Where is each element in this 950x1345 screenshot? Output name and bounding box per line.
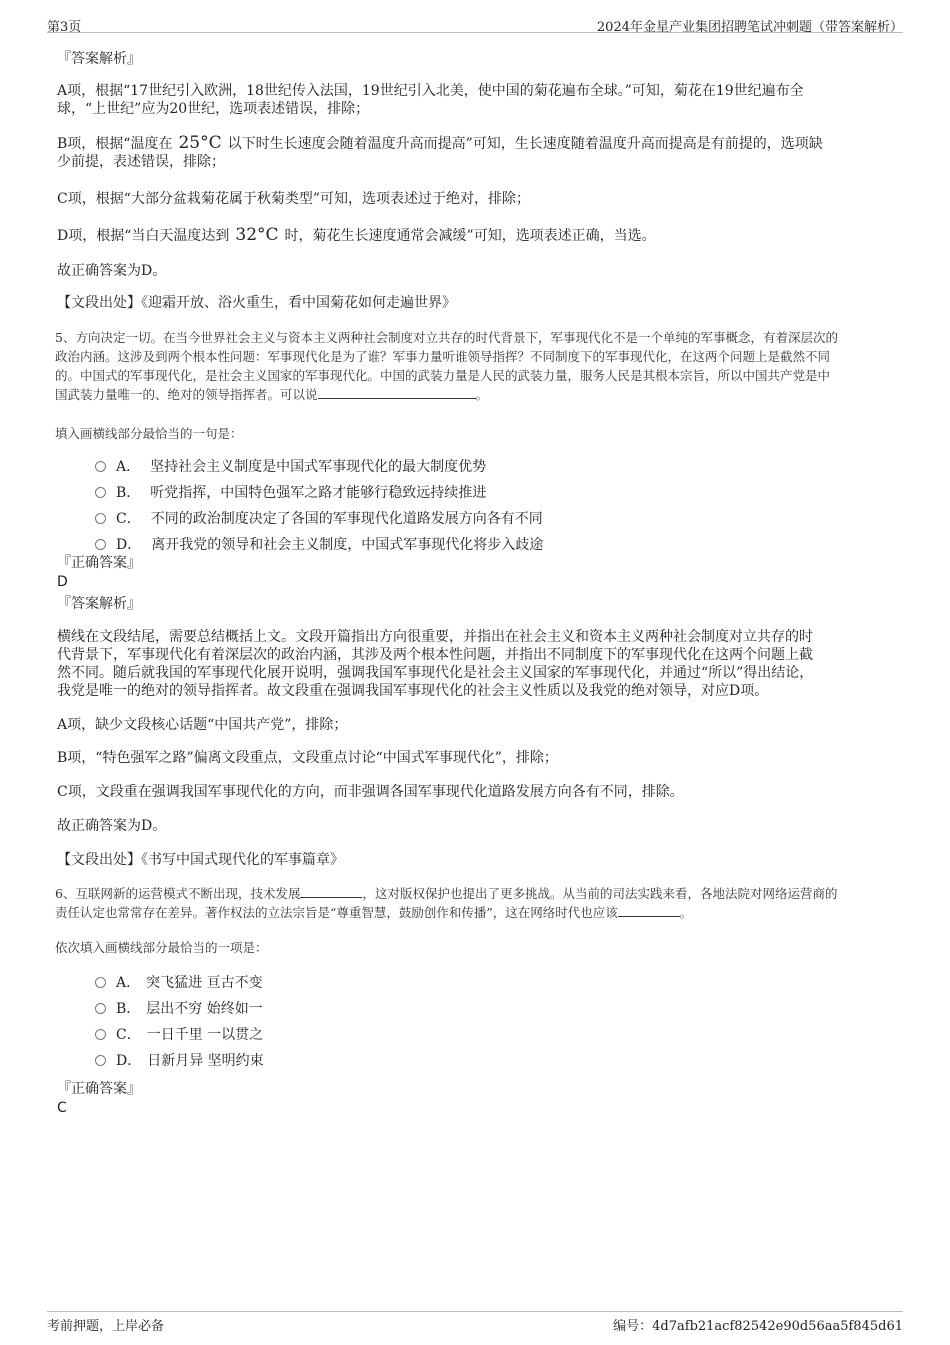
option-text: 突飞猛进 亘古不变: [146, 975, 263, 991]
source: 【文段出处】《迎霜开放、浴火重生，看中国菊花如何走遍世界》: [57, 295, 456, 311]
temperature-25: 25°C: [178, 133, 222, 153]
analysis-a-line2: 球，“上世纪”应为20世纪，选项表述错误，排除；: [57, 101, 370, 117]
q5-explanation: [57, 628, 887, 700]
analysis-b-post: 以下时生长速度会随着温度升高而提高”可知，生长速度随着温度升高而提高是有前提的，选项缺: [227, 136, 823, 152]
exp-line2: 代背景下，军事现代化有着深层次的政治内涵，其涉及两个根本性问题，并指出不同制度下的军事现代化在这两个问题上截: [57, 647, 813, 663]
analysis-d-pre: D项，根据“当白天温度达到: [57, 228, 230, 244]
q5-analysis-a: A项，缺少文段核心话题“中国共产党”，排除；: [57, 717, 348, 733]
option-text: 坚持社会主义制度是中国式军事现代化的最大制度优势: [150, 459, 487, 475]
option-text: 层出不穷 始终如一: [146, 1001, 263, 1017]
temperature-32: 32°C: [235, 225, 279, 245]
q5-analysis-b: B项，“特色强军之路”偏离文段重点，文段重点讨论“中国式军事现代化”，排除；: [57, 750, 558, 766]
radio-button[interactable]: [95, 513, 106, 524]
radio-button[interactable]: [95, 977, 106, 988]
option-letter: C．: [116, 511, 141, 527]
q5-analysis-label: 『答案解析』: [57, 596, 141, 612]
q6-answer-label: 『正确答案』: [57, 1081, 141, 1097]
q5-answer: D: [57, 574, 68, 590]
q6-line2-end: 。: [679, 905, 693, 920]
analysis-label: 『答案解析』: [57, 51, 141, 67]
radio-button[interactable]: [95, 539, 106, 550]
q6-answer: C: [57, 1100, 67, 1116]
conclusion: 故正确答案为D。: [57, 263, 167, 279]
question-6-stem: [55, 884, 895, 922]
page-header: [47, 14, 903, 33]
exp-line1: 横线在文段结尾，需要总结概括上文。文段开篇指出方向很重要，并指出在社会主义和资本主义两种社会制度对立共存的时: [57, 629, 813, 645]
analysis-b-line2: 少前提，表述错误，排除；: [57, 154, 225, 170]
radio-button[interactable]: [95, 1029, 106, 1040]
question-5-stem: [55, 328, 895, 404]
fill-blank: [618, 904, 680, 917]
option-letter: A．: [116, 459, 141, 475]
footer-slogan: 考前押题，上岸必备: [47, 1319, 165, 1334]
q6-line2: 责任认定也常常存在差异。著作权法的立法宗旨是“尊重智慧，鼓励创作和传播”，这在网络时代也应该: [55, 905, 618, 920]
fill-blank: [300, 885, 362, 898]
q6-option-b[interactable]: [95, 1000, 263, 1018]
q5-line2: 政治内涵。这涉及到两个根本性问题：军事现代化是为了谁？军事力量听谁领导指挥？不同制度下的军事现代化，在这两个问题上是截然不同: [55, 349, 831, 364]
option-text: 听党指挥，中国特色强军之路才能够行稳致远持续推进: [150, 485, 487, 501]
option-letter: C．: [116, 1027, 141, 1043]
fill-blank: [318, 386, 476, 399]
analysis-a: [57, 82, 887, 118]
analysis-d: [57, 226, 887, 245]
q6-option-a[interactable]: [95, 974, 263, 992]
analysis-d-post: 时，菊花生长速度通常会减缓”可知，选项表述正确，当选。: [284, 228, 656, 244]
q5-line4: 国武装力量唯一的、绝对的领导指挥者。可以说: [55, 387, 318, 402]
analysis-c: C项，根据“大部分盆栽菊花属于秋菊类型”可知，选项表述过于绝对，排除；: [57, 191, 531, 207]
question-6-prompt: 依次填入画横线部分最恰当的一项是：: [55, 940, 268, 955]
q5-line1: 5、方向决定一切。在当今世界社会主义与资本主义两种社会制度对立共存的时代背景下，军事现代化不是一个单纯的军事概念，有着深层次的: [55, 330, 838, 345]
option-letter: D．: [116, 537, 142, 553]
exp-line3: 然不同。随后就我国的军事现代化展开说明，强调我国军事现代化是社会主义国家的军事现代化，并通过“所以”得出结论，: [57, 665, 814, 681]
q6-line1: 6、互联网新的运营模式不断出现，技术发展: [55, 886, 301, 901]
analysis-b: [57, 134, 887, 171]
option-text: 离开我党的领导和社会主义制度，中国式军事现代化将步入歧途: [151, 537, 544, 553]
document-title: 2024年金星产业集团招聘笔试冲刺题（带答案解析）: [596, 20, 903, 35]
option-letter: B．: [116, 485, 141, 501]
q6-option-d[interactable]: [95, 1052, 264, 1070]
exp-line4: 我党是唯一的绝对的领导指挥者。故文段重在强调我国军事现代化的社会主义性质以及我党的绝对领导，对应D项。: [57, 683, 769, 699]
page-footer: [47, 1311, 903, 1332]
q5-analysis-c: C项，文段重在强调我国军事现代化的方向，而非强调各国军事现代化道路发展方向各有不同，排除。: [57, 784, 684, 800]
option-letter: A．: [116, 975, 141, 991]
option-letter: B．: [116, 1001, 141, 1017]
page-number: 第3页: [47, 20, 82, 35]
option-text: 不同的政治制度决定了各国的军事现代化道路发展方向各有不同: [150, 511, 543, 527]
q5-conclusion: 故正确答案为D。: [57, 818, 167, 834]
q5-line4-end: 。: [475, 387, 489, 402]
q5-option-b[interactable]: [95, 484, 486, 502]
analysis-b-pre: B项，根据“温度在: [57, 136, 173, 152]
option-text: 一日千里 一以贯之: [146, 1027, 264, 1043]
radio-button[interactable]: [95, 461, 106, 472]
q5-source: 【文段出处】《书写中国式现代化的军事篇章》: [57, 852, 344, 868]
q5-line3: 的。中国式的军事现代化，是社会主义国家的军事现代化。中国的武装力量是人民的武装力量，服务人民是其根本宗旨，所以中国共产党是中: [55, 368, 831, 383]
option-letter: D．: [116, 1053, 142, 1069]
radio-button[interactable]: [95, 487, 106, 498]
q6-option-c[interactable]: [95, 1026, 263, 1044]
q5-option-d[interactable]: [95, 536, 543, 554]
q6-line1-end: ，这对版权保护也提出了更多挑战。从当前的司法实践来看，各地法院对网络运营商的: [362, 886, 838, 901]
q5-option-c[interactable]: [95, 510, 543, 528]
question-5-prompt: 填入画横线部分最恰当的一句是：: [55, 426, 243, 441]
analysis-a-line1: A项，根据“17世纪引入欧洲，18世纪传入法国，19世纪引入北美，使中国的菊花遍布全球。”可知，菊花在19世纪遍布全: [57, 83, 804, 99]
document-id: 编号：4d7afb21acf82542e90d56aa5f845d61: [613, 1319, 903, 1334]
q5-option-a[interactable]: [95, 458, 486, 476]
option-text: 日新月异 坚明约束: [147, 1053, 264, 1069]
radio-button[interactable]: [95, 1055, 106, 1066]
radio-button[interactable]: [95, 1003, 106, 1014]
q5-answer-label: 『正确答案』: [57, 555, 141, 571]
